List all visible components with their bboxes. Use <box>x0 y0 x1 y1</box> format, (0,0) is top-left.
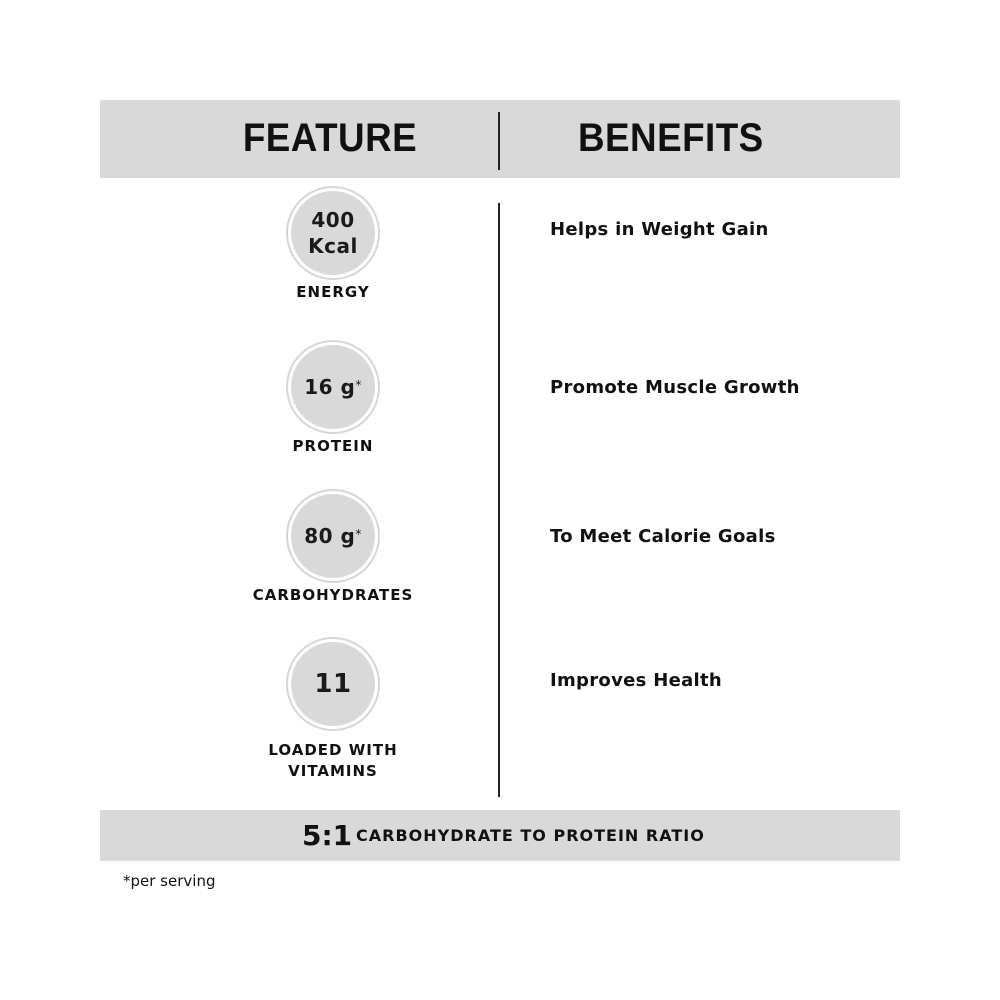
vitamins-label-line2: VITAMINS <box>288 762 378 780</box>
ratio-band <box>100 810 900 861</box>
protein-label: PROTEIN <box>292 437 374 455</box>
feature-protein <box>232 340 434 460</box>
header-band <box>100 100 900 178</box>
vitamins-label-line1: LOADED WITH <box>268 741 398 759</box>
header-divider <box>498 112 500 170</box>
benefit-carbohydrates: To Meet Calorie Goals <box>550 526 776 547</box>
benefits-column-title: BENEFITS <box>578 116 764 160</box>
benefit-vitamins: Improves Health <box>550 670 723 691</box>
footnote: *per serving <box>123 872 216 890</box>
feature-column-title: FEATURE <box>242 116 418 160</box>
feature-energy <box>232 186 434 306</box>
feature-vitamins <box>232 637 434 787</box>
benefit-protein: Promote Muscle Growth <box>550 377 800 398</box>
carbohydrates-value: 80 g <box>304 524 356 548</box>
ratio-value: 5:1 <box>302 819 353 852</box>
protein-badge <box>288 342 378 432</box>
benefit-energy: Helps in Weight Gain <box>550 219 769 240</box>
energy-label: ENERGY <box>296 283 370 301</box>
protein-asterisk: * <box>355 378 362 392</box>
column-divider <box>498 203 500 797</box>
carbohydrates-badge <box>288 491 378 581</box>
vitamins-value: 11 <box>314 669 352 699</box>
energy-unit: Kcal <box>308 234 358 258</box>
energy-badge <box>288 188 378 278</box>
protein-value: 16 g <box>304 375 356 399</box>
energy-value: 400 <box>311 208 355 232</box>
carbohydrates-asterisk: * <box>355 527 362 541</box>
vitamins-badge <box>288 639 378 729</box>
carbohydrates-label: CARBOHYDRATES <box>252 586 414 604</box>
ratio-description: CARBOHYDRATE TO PROTEIN RATIO <box>356 826 705 845</box>
feature-carbohydrates <box>232 489 434 609</box>
